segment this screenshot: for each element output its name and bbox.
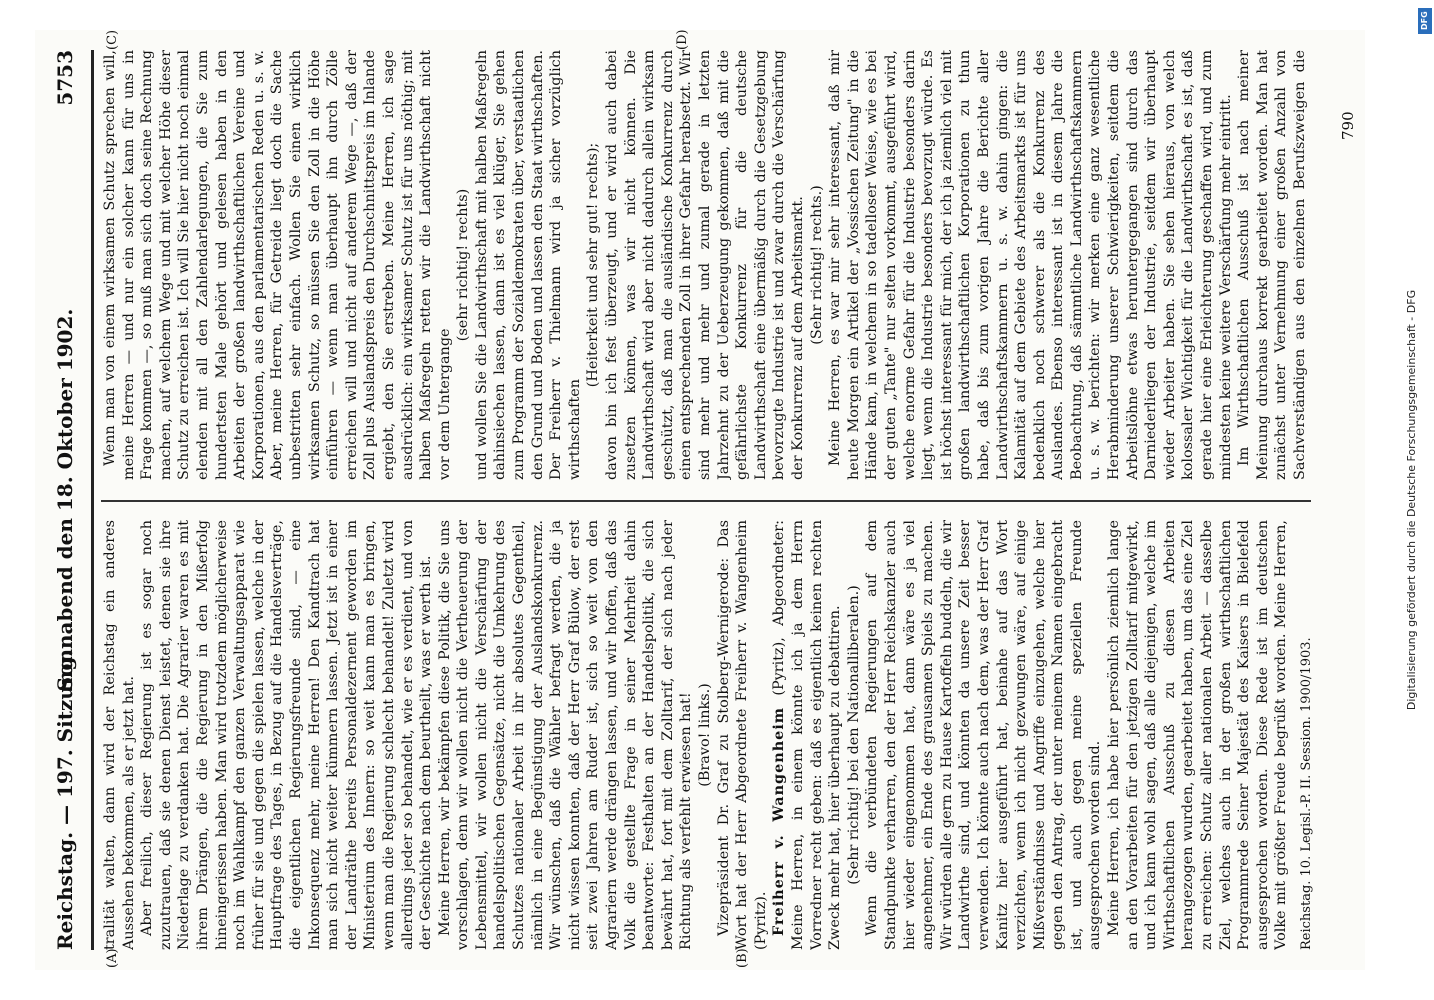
chair-announcement: Vizepräsident Dr. Graf zu Stolberg-Wernigerode: Das Wort hat der Herr Abgeordnete Freiherr v. Wangenheim (Pyritz). bbox=[715, 520, 769, 950]
margin-mark-a: (A) bbox=[105, 948, 120, 968]
dfg-logo: DFG bbox=[1418, 8, 1432, 34]
interjection: (Heiterkeit und sehr gut! rechts); bbox=[585, 142, 602, 388]
margin-mark-c: (C) bbox=[105, 29, 120, 50]
paragraph: Meine Herren, es war mir sehr interessant, daß mir heute Morgen ein Artikel der „Vossischen Zeitung" in die Hände kam, in welchem in so tadelloser Weise, wie es bei der guten „Tante" nur selten vorkommt, ausgeführt wird, welche enorme Gefahr für die Industrie besonders darin liegt, wenn die Industrie besonders bevorzugt würde. Es ist höchst interessant für mich, der ich ja ziemlich viel mit großen landwirthschaftlichen Korporationen zu thun habe, daß bis zum vorigen Jahre die Berichte aller Landwirthschaftskammern u. s. w. dahin gingen: die Kalamität auf dem Gebiete des Arbeitsmarkts ist für uns bedenklich noch schwerer als die Konkurrenz des Auslandes. Ebenso interessant ist in diesem Jahre die Beobachtung, daß sämmtliche Landwirthschaftskammern u. s. w. berichten: wir merken eine ganz wesentliche Herabminderung unserer Schwierigkeiten, seitdem die Arbeitslöhne etwas heruntergegangen sind durch das Darniederliegen der Industrie, seitdem wir überhaupt wieder Arbeiter haben. Sie sehen hieraus, von welch kolossaler Wichtigkeit für die Landwirthschaft es ist, daß gerade hier eine Erleichterung geschaffen wird, und zum mindesten keine weitere Verschärfung mehr eintritt. bbox=[827, 50, 1234, 480]
paragraph: Aber freilich, dieser Regierung ist es sogar noch zuzutrauen, daß sie denen Dienst leistet, denen sie ihre Niederlage zu verdanken hat. Die Agrarier waren es mit ihrem Drängen, die die Regierung in den Mißerfolg hineingerissen haben. Man wird trotzdem möglicherweise noch im Wahlkampf den ganzen Verwaltungsapparat wie früher für sie und gegen die spielen lassen, welche in der Hauptfrage des Tages, in Bezug auf die Handelsverträge, die eigentlichen Regierungsfreunde sind, — eine Inkonsequenz mehr, meine Herren! Den Kandtrach hat man sich nicht weiter kümmern lassen. Jetzt ist in einer der Landräthe bereits Personaldezernent geworden im Ministerium des Innern: so weit kann man es bringen, wenn man die Regierung schlecht behandelt! Zuletzt wird allerdings jeder so behandelt, wie er es verdient, und von der Geschichte nach dem beurtheilt, was er werth ist. bbox=[139, 520, 435, 950]
left-column bbox=[101, 520, 1293, 950]
column-divider bbox=[101, 500, 1311, 502]
paragraph: Meine Herren, ich habe hier persönlich ziemlich lange an den Vorarbeiten für den jetzigen Zolltarif mitgewirkt, und ich kann wohl sagen, daß alle diejenigen, welche im Wirthschaftlichen Ausschuß zu diesen Arbeiten herangezogen wurden, gearbeitet haben, um das eine Ziel zu erreichen: Schutz aller nationalen Arbeit — dasselbe Ziel, welches auch in der großen wirthschaftlichen Programmrede Seiner Majestät des Kaisers in Bielefeld ausgesprochen worden. Diese Rede ist im deutschen Volke mit größter Freude begrüßt worden. Meine Herren, bbox=[1106, 520, 1290, 950]
page-header bbox=[53, 50, 87, 950]
paragraph: Wenn man von einem wirksamen Schutz sprechen will, meine Herren — und nur ein solcher kann für uns in Frage kommen —, so muß man sich doch seine Rechnung machen, auf welchem Wege und mit welcher Höhe dieser Schutz zu erreichen ist. Ich will Sie hier nicht noch einmal elenden mit all den Zahlendarlegungen, die Sie zum hundertsten Male gehört und gelesen haben in den Arbeiten der großen landwirthschaftlichen Vereine und Korporationen, aus den parlamentarischen Reden u. s. w. Aber, meine Herren, für Getreide liegt doch die Sache unbestritten sehr einfach. Wollen Sie einen wirklich wirksamen Schutz, so müssen Sie den Zoll in die Höhe einführen — wenn man überhaupt ihn durch Zölle erreichen will und nicht auf anderem Wege —, daß der Zoll plus Auslandspreis den Durchschnittspreis im Inlande ergiebt, den Sie erstreben. Meine Herren, ich sage ausdrücklich: ein wirksamer Schutz ist für uns nöthig; mit halben Maßregeln retten wir die Landwirthschaft nicht vor dem Untergange bbox=[102, 50, 453, 480]
interjection: (sehr richtig! rechts) bbox=[455, 188, 472, 342]
paragraph: Im Wirthschaftlichen Ausschuß ist nach meiner Meinung durchaus korrekt gearbeitet worden. Man hat zunächst unter Vernehmung einer großen Anzahl von Sachverständigen aus den einzelnen Berufszweigen die bbox=[1236, 50, 1308, 480]
page-number: 5753 bbox=[53, 50, 77, 106]
paragraph: tralität walten, dann wird der Reichstag ein anderes Aussehen bekommen, als er jetzt hat. bbox=[102, 520, 137, 950]
footer-session: Reichstag. 10. Legisl.-P. II. Session. 1900/1903. bbox=[1299, 637, 1314, 950]
paragraph: Wenn die verbündeten Regierungen auf dem Standpunkte verharren, den der Herr Reichskanzler auch hier wieder eingenommen hat, dann wäre es ja viel angenehmer, ein Ende des grausamen Spiels zu machen. Wir würden alle gern zu Hause Kartoffeln buddeln, die wir Landwirthe sind, und könnten da unsere Zeit besser verwenden. Ich könnte auch nach dem, was der Herr Graf Kanitz hier ausgeführt hat, beinahe auf das Wort verzichten, wenn ich nicht gezwungen wäre, auf einige Mißverständnisse und Angriffe einzugehen, welche hier gegen den Antrag, der unter meinem Namen eingebracht ist, und auch gegen meine speziellen Freunde ausgesprochen worden sind. bbox=[864, 520, 1104, 950]
margin-mark-d: (D) bbox=[675, 29, 690, 50]
header-rule bbox=[91, 50, 94, 950]
speaker-paragraph bbox=[770, 520, 844, 950]
paragraph: Meine Herren, wir bekämpfen diese Politik, die Sie uns vorschlagen, denn wir wollen nicht die Vertheuerung der Lebensmittel, wir wollen nicht die Verschärfung der handelspolitischen Gegensätze, nicht die Umkehrung des Schutzes nationaler Arbeit in ihr absolutes Gegentheil, nämlich in eine Begünstigung der Auslandskonkurrenz. Wir wünschen, daß die Wähler befragt werden, die ja nicht wissen konnten, daß der Herr Graf Bülow, der erst seit zwei Jahren am Ruder ist, sich so weit von den Agrariern werde drängen lassen, und wir hoffen, daß das Volk die gestellte Frage in seiner Mehrheit dahin beantworte: Festhalten an der Handelspolitik, die sich bewährt hat, fort mit dem Zolltarif, der sich nach jeder Richtung als verfehlt erwiesen hat! bbox=[436, 520, 695, 950]
interjection: (Sehr richtig! bei den Nationalliberalen.) bbox=[845, 585, 862, 885]
digitization-credit: Digitalisierung gefördert durch die Deutsche Forschungsgemeinschaft - DFG bbox=[1405, 289, 1418, 711]
footer-sheet-number: 790 bbox=[1339, 111, 1357, 140]
right-column bbox=[101, 50, 1311, 480]
speaker-name: Freiherr v. Wangenheim bbox=[770, 706, 788, 936]
paragraph: davon bin ich fest überzeugt, und er wird auch dabei zusetzen können, was wir nicht können. Die Landwirthschaft wird aber nicht dadurch allein wirksam geschützt, daß man die ausländische Konkurrenz durch einen entsprechenden Zoll in ihrer Gefahr herabsetzt. Wir sind mehr und mehr und zumal gerade in letzten Jahrzehnt zu der Ueberzeugung gekommen, daß mit die gefährlichste Konkurrenz für die deutsche Landwirthschaft eine übermäßig durch die Gesetzgebung bevorzugte Industrie ist und zwar durch die Verschärfung der Konkurrenz auf dem Arbeitsmarkt. bbox=[604, 50, 806, 480]
newspaper-page bbox=[35, 30, 1365, 970]
margin-mark-b: (B) bbox=[735, 948, 750, 968]
paragraph: und wollen Sie die Landwirthschaft mit halben Maßregeln dahinsiechen lassen, dann ist es viel klüger, Sie gehen zum Programm der Sozialdemokraten über, verstaatlichen den Grund und Boden und lassen den Staat wirthschaften. Der Freiherr v. Thielmann wird ja sicher vorzüglich wirthschaften bbox=[473, 50, 583, 480]
speech-text: (Pyritz), Abgeordneter: Meine Herren, in einem könnte ich ja dem Herrn Vorredner recht geben: daß es eigentlich keinen rechten Zweck mehr hat, hier überhaupt zu debattiren. bbox=[771, 520, 844, 950]
header-date: Sonnabend den 18. Oktober 1902. bbox=[53, 308, 77, 692]
interjection: (Sehr richtig! rechts.) bbox=[808, 185, 825, 345]
interjection: (Bravo! links.) bbox=[697, 683, 713, 787]
header-left: Reichstag. — 197. Sitzung. bbox=[53, 649, 77, 950]
